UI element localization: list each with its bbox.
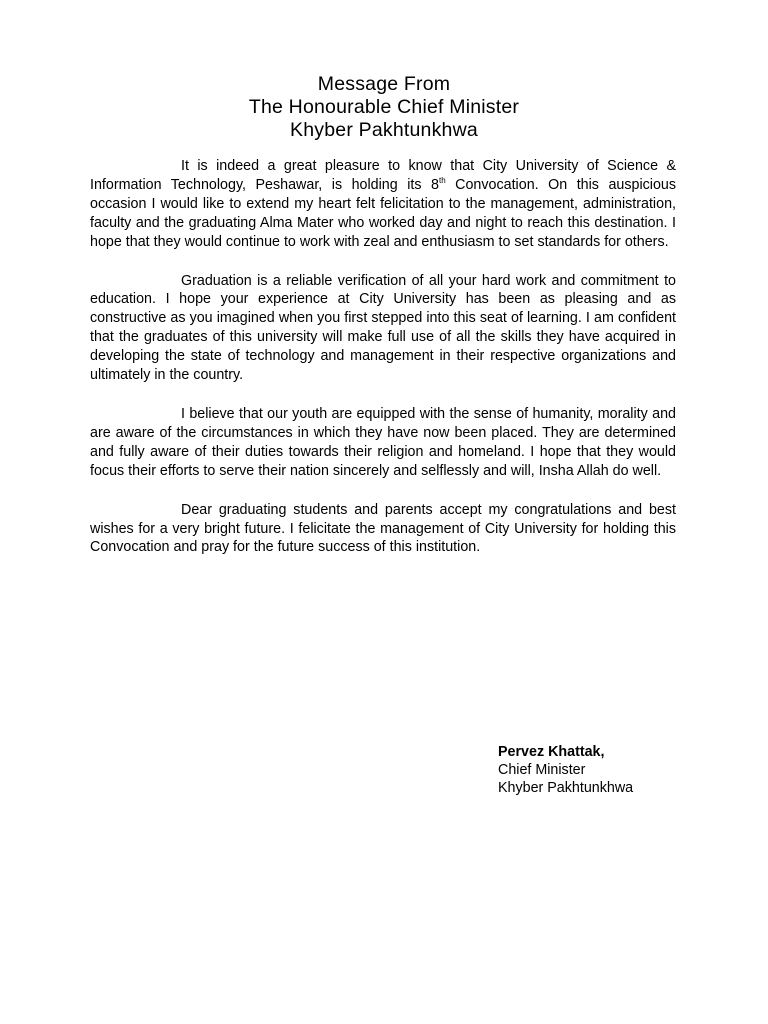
signature-block [498,743,633,797]
signatory-province: Khyber Pakhtunkhwa [498,780,634,796]
heading-line-3: Khyber Pakhtunkhwa [290,119,478,141]
signatory-name: Pervez Khattak, [498,744,605,760]
paragraph-3: I believe that our youth are equipped with the sense of humanity, morality and are aware of the circumstances in which they have now been placed. They are determined and fully aware of their duties towards their religion and homeland. I hope that they would focus their efforts to serve their nation sincerely and selflessly and will, Insha Allah do well. [90,405,676,479]
paragraph-1-end: Convocation. On this auspicious occasion I would like to extend my heart felt felicitation to the management, administration, faculty and the graduating Alma Mater who worked day and night to reach this destination. I hope that they would continue to work with zeal and enthusiasm to set standards for others. [90,176,676,250]
paragraph-1 [90,157,676,252]
message-body [90,157,676,577]
heading-line-1: Message From [317,73,451,95]
paragraph-4: Dear graduating students and parents accept my congratulations and best wishes for a very bright future. I felicitate the management of City University for holding this Convocation and pray for the future success of this institution. [90,501,676,556]
paragraph-1-start: It is indeed a great pleasure to know that City University of Science & Information Technology, Peshawar, is holding its 8 [90,158,676,193]
ordinal-suffix: th [438,175,446,185]
message-heading [0,73,768,142]
signatory-title: Chief Minister [498,762,586,778]
heading-line-2: The Honourable Chief Minister [248,96,520,118]
paragraph-2: Graduation is a reliable verification of all your hard work and commitment to education. I hope your experience at City University has been as pleasing and as constructive as you imagined when you first stepped into this seat of learning. I am confident that the graduates of this university will make full use of all the skills they have acquired in developing the state of technology and management in their respective organizations and ultimately in the country. [90,272,676,384]
